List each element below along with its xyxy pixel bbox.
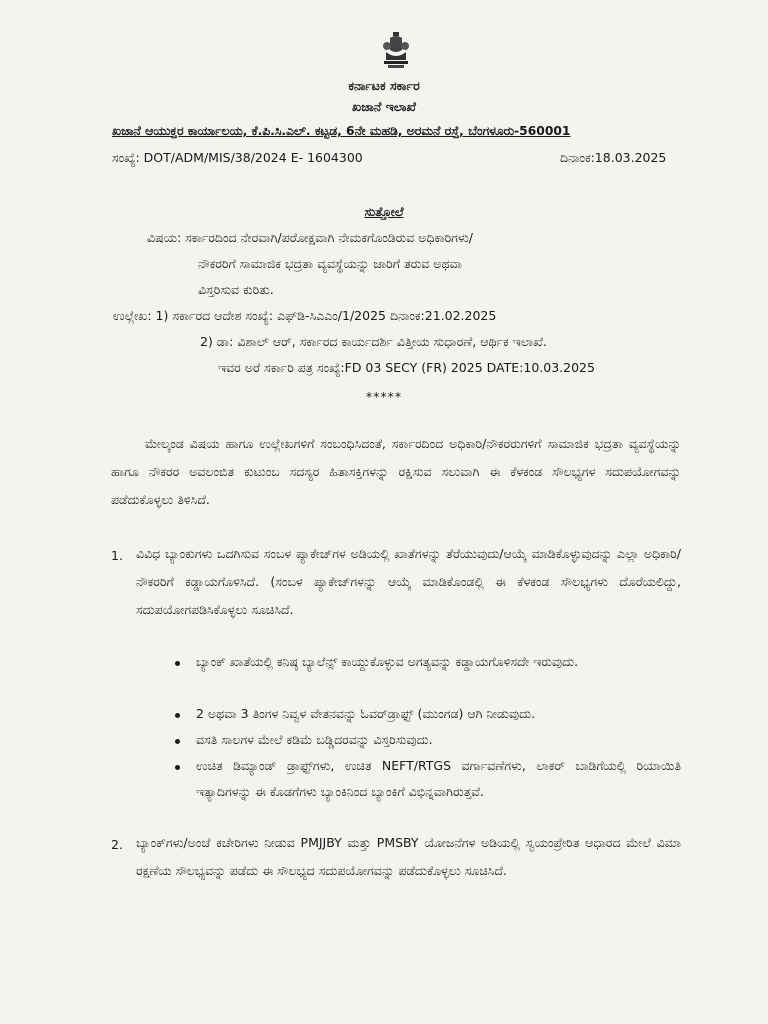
government-name: ಕರ್ನಾಟಕ ಸರ್ಕಾರ (348, 78, 420, 93)
bullet-4: ಉಚಿತ ಡಿಮ್ಯಾಂಡ್ ಡ್ರಾಫ್ಟ್‌ಗಳು, ಉಚಿತ NEFT/RTGS ವರ್ಗಾವಣೆಗಳು, ಲಾಕರ್ ಬಾಡಿಗೆಯಲ್ಲಿ ರಿಯಾಯಿತಿ ಇತ್ಯಾದಿಗಳನ್ನು ಈ ಕೊಡಗೆಗಳು ಬ್ಯಾಂಕಿನಿಂದ ಬ್ಯಾಂಕಿಗೆ ವಿಭಿನ್ನವಾಗಿರುತ್ತವೆ. (196, 758, 681, 799)
subject-line-3: ವಿಸ್ತರಿಸುವ ಕುರಿತು. (198, 282, 274, 297)
separator-stars: ***** (365, 389, 403, 404)
intro-paragraph: ಮೇಲ್ಕಂಡ ವಿಷಯ ಹಾಗೂ ಉಲ್ಲೇಖಗಳಿಗೆ ಸಂಬಂಧಿಸಿದಂತೆ, ಸರ್ಕಾರದಿಂದ ಅಧಿಕಾರಿ/ನೌಕರರುಗಳಿಗೆ ಸಾಮಾಜಿಕ ಭದ್ರತಾ ವ್ಯವಸ್ಥೆಯನ್ನು ಹಾಗೂ ನೌಕರರ ಅವಲಂಬಿತ ಕುಟುಂಬ ಸದಸ್ಯರ ಹಿತಾಸಕ್ತಿಗಳನ್ನು ರಕ್ಷಿಸುವ ಸಲುವಾಗಿ ಈ ಕೆಳಕಂಡ ಸೌಲಭ್ಯಗಳ ಸದುಪಯೋಗವನ್ನು ಪಡೆದುಕೊಳ್ಳಲು ತಿಳಿಸಿದೆ. (111, 436, 681, 507)
state-emblem-icon (380, 30, 412, 70)
subject-line-2: ನೌಕರರಿಗೆ ಸಾಮಾಜಿಕ ಭದ್ರತಾ ವ್ಯವಸ್ಥೆಯನ್ನು ಜಾರಿಗೆ ತರುವ ಅಥವಾ (198, 256, 462, 271)
item-2-number: 2. (111, 837, 123, 852)
bullet-2-icon (175, 713, 180, 718)
office-address: ಖಜಾನೆ ಆಯುಕ್ತರ ಕಾರ್ಯಾಲಯ, ಕೆ.ಪಿ.ಸಿ.ಎಲ್. ಕಟ್ಟಡ, 6ನೇ ಮಹಡಿ, ಅರಮನೆ ರಸ್ತೆ, ಬೆಂಗಳೂರು-560001 (112, 124, 571, 138)
bullet-3: ವಸತಿ ಸಾಲಗಳ ಮೇಲೆ ಕಡಿಮೆ ಬಡ್ಡಿದರವನ್ನು ವಿಸ್ತರಿಸುವುದು. (196, 732, 433, 747)
reference-line-2: 2) ಡಾ: ವಿಶಾಲ್ ಆರ್, ಸರ್ಕಾರದ ಕಾರ್ಯದರ್ಶಿ ವಿತ್ತೀಯ ಸುಧಾರಣೆ, ಆರ್ಥಿಕ ಇಲಾಖೆ. (200, 334, 547, 349)
document-date: ದಿನಾಂಕ:18.03.2025 (560, 150, 667, 165)
reference-line-3: ಇವರ ಅರೆ ಸರ್ಕಾರಿ ಪತ್ರ ಸಂಖ್ಯೆ:FD 03 SECY (FR) 2025 DATE:10.03.2025 (218, 360, 595, 375)
reference-line-1: ಉಲ್ಲೇಖ: 1) ಸರ್ಕಾರದ ಆದೇಶ ಸಂಖ್ಯೆ: ಎಫ್‌ಡಿ-ಸಿಎಎಂ/1/2025 ದಿನಾಂಕ:21.02.2025 (113, 308, 497, 323)
subject-line-1: ವಿಷಯ: ಸರ್ಕಾರದಿಂದ ನೇರವಾಗಿ/ಪರೋಕ್ಷವಾಗಿ ನೇಮಕಗೊಂಡಿರುವ ಅಧಿಕಾರಿಗಳು/ (147, 230, 473, 245)
department-name: ಖಜಾನೆ ಇಲಾಖೆ (352, 99, 416, 114)
bullet-3-icon (175, 739, 180, 744)
item-2-text: ಬ್ಯಾಂಕ್‌ಗಳು/ಅಂಚೆ ಕಚೇರಿಗಳು ನೀಡುವ PMJJBY ಮತ್ತು PMSBY ಯೋಜನೆಗಳ ಅಡಿಯಲ್ಲಿ ಸ್ವಯಂಪ್ರೇರಿತ ಆಧಾರದ ಮೇಲೆ ವಿಮಾ ರಕ್ಷಣೆಯ ಸೌಲಭ್ಯವನ್ನು ಪಡೆದು ಈ ಸೌಲಭ್ಯದ ಸದುಪಯೋಗವನ್ನು ಪಡೆದುಕೊಳ್ಳಲು ಸೂಚಿಸಿದೆ. (136, 835, 681, 878)
bullet-1-icon (175, 661, 180, 666)
item-1-number: 1. (111, 548, 123, 563)
bullet-2: 2 ಅಥವಾ 3 ತಿಂಗಳ ನಿವ್ವಳ ವೇತನವನ್ನು ಓವರ್‌ಡ್ರಾಫ್ಟ್ (ಮುಂಗಡ) ಆಗಿ ನೀಡುವುದು. (196, 706, 536, 721)
circular-heading: ಸುತ್ತೋಲೆ (364, 204, 404, 219)
reference-number: ಸಂಖ್ಯೆ: DOT/ADM/MIS/38/2024 E- 1604300 (112, 150, 363, 165)
bullet-1: ಬ್ಯಾಂಕ್ ಖಾತೆಯಲ್ಲಿ ಕನಿಷ್ಠ ಬ್ಯಾಲೆನ್ಸ್ ಕಾಯ್ದುಕೊಳ್ಳುವ ಅಗತ್ಯವನ್ನು ಕಡ್ಡಾಯಗೊಳಿಸದೇ ಇರುವುದು. (196, 654, 579, 669)
bullet-4-icon (175, 765, 180, 770)
item-1-text: ವಿವಿಧ ಬ್ಯಾಂಕುಗಳು ಒದಗಿಸುವ ಸಂಬಳ ಪ್ಯಾಕೇಜ್‌ಗಳ ಅಡಿಯಲ್ಲಿ ಖಾತೆಗಳನ್ನು ತೆರೆಯುವುದು/ಆಯ್ಕೆ ಮಾಡಿಕೊಳ್ಳುವುದನ್ನು ಎಲ್ಲಾ ಅಧಿಕಾರಿ/ನೌಕರರಿಗೆ ಕಡ್ಡಾಯಗೊಳಿಸಿದೆ. (ಸಂಬಳ ಪ್ಯಾಕೇಜ್‌ಗಳನ್ನು ಆಯ್ಕೆ ಮಾಡಿಕೊಂಡಲ್ಲಿ ಈ ಕೆಳಕಂಡ ಸೌಲಭ್ಯಗಳು ದೊರೆಯಲಿದ್ದು, ಸದುಪಯೋಗಪಡಿಸಿಕೊಳ್ಳಲು ಸೂಚಿಸಿದೆ. (136, 546, 681, 617)
